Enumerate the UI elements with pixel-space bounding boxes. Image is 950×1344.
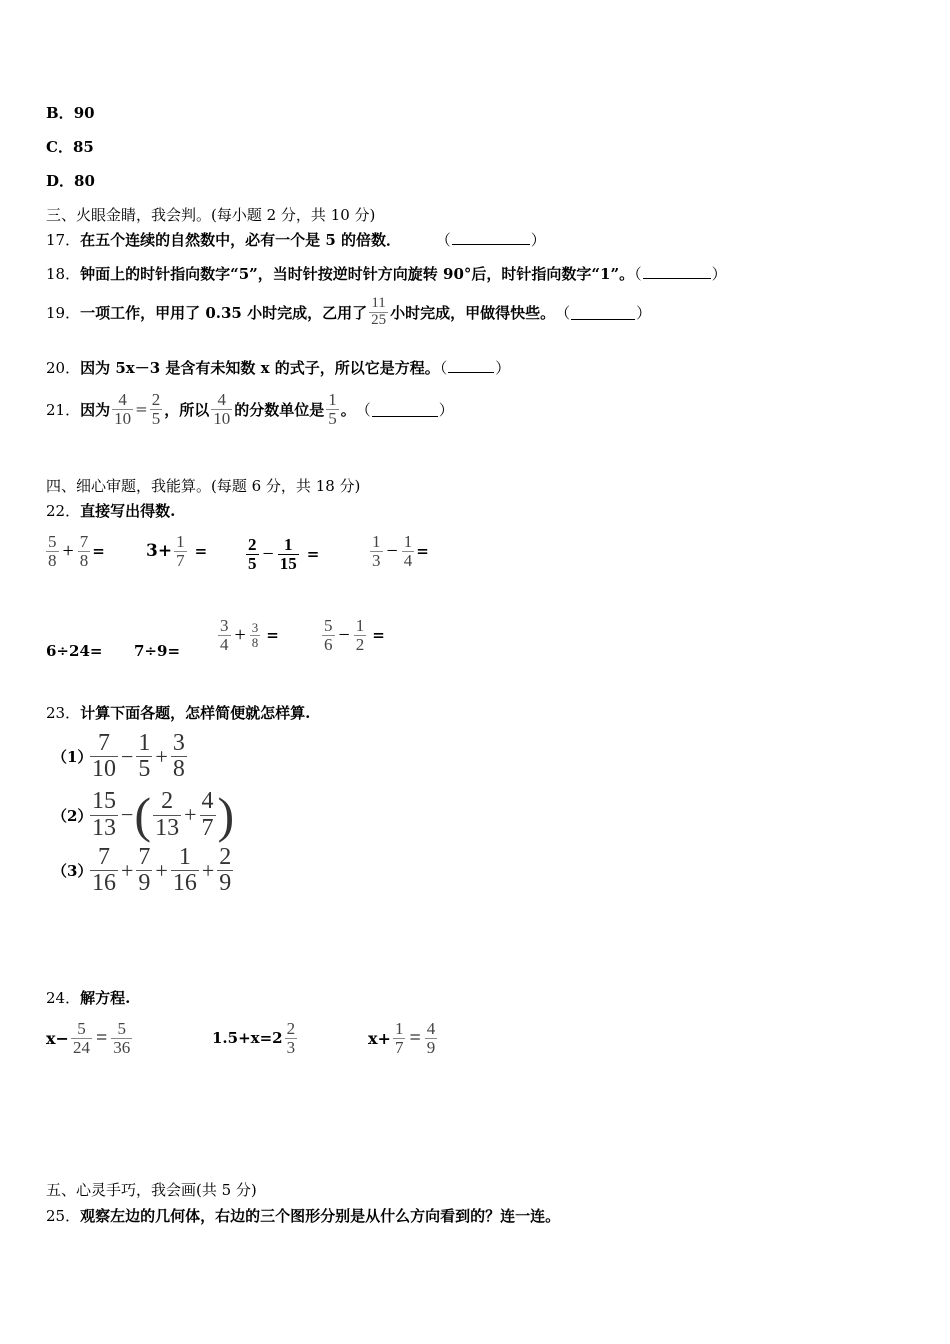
question-19 <box>46 296 651 329</box>
denominator: 2 <box>355 634 365 654</box>
fraction <box>90 845 118 896</box>
answer-blank[interactable] <box>643 264 711 279</box>
fraction <box>71 1020 92 1057</box>
plus-sign: + <box>62 539 74 562</box>
fraction <box>278 536 299 573</box>
section4-heading: 四、细心审题，我能算。(每题 6 分，共 18 分) <box>46 477 361 495</box>
plus-sign: + <box>155 743 168 769</box>
numerator: 3 <box>251 620 259 636</box>
denominator: 9 <box>138 870 151 897</box>
option-label: D． <box>46 172 75 190</box>
question-number: 23． <box>46 704 81 722</box>
question-text: 的分数单位是 <box>234 400 325 419</box>
left-paren: ( <box>134 787 152 843</box>
fraction <box>111 1020 132 1057</box>
plus-sign: + <box>184 802 197 827</box>
equation-lead: x+ <box>368 1028 391 1048</box>
denominator: 25 <box>371 311 387 328</box>
q22-expr-3 <box>244 536 319 573</box>
fraction <box>78 533 91 570</box>
option-value: 90 <box>73 104 95 122</box>
question-22 <box>46 500 175 521</box>
question-text: ，所以 <box>164 400 210 419</box>
fraction <box>90 731 118 782</box>
numerator: 5 <box>324 616 333 635</box>
q23-problem-3 <box>52 845 235 896</box>
numerator: 5 <box>77 1019 86 1038</box>
denominator: 24 <box>72 1037 90 1057</box>
denominator: 8 <box>251 634 259 650</box>
fraction <box>90 789 118 840</box>
minus-sign: − <box>121 802 134 827</box>
equals-sign: = <box>306 545 320 564</box>
fraction <box>402 533 415 570</box>
q22-expr-7 <box>216 617 279 654</box>
numerator: 5 <box>48 532 57 551</box>
paren-open: （ <box>439 359 448 377</box>
q23-problem-1 <box>52 731 189 782</box>
question-text: 解方程. <box>80 989 131 1007</box>
equals-sign: = <box>416 542 429 561</box>
numerator: 2 <box>161 788 174 815</box>
denominator: 13 <box>155 814 180 841</box>
denominator: 3 <box>372 550 381 570</box>
fraction <box>322 617 335 654</box>
numerator: 7 <box>138 844 151 870</box>
minus-sign: − <box>262 542 274 565</box>
numerator: 4 <box>426 1019 436 1038</box>
section5-heading: 五、心灵手巧，我会画(共 5 分) <box>46 1181 257 1199</box>
question-text: 直接写出得数. <box>80 502 176 520</box>
equation-lead: x− <box>46 1028 69 1048</box>
denominator: 4 <box>403 550 413 570</box>
equals-sign: = <box>372 626 385 645</box>
question-24 <box>46 987 130 1008</box>
option-value: 85 <box>72 138 94 156</box>
option-label: B． <box>46 104 74 122</box>
question-text: 小时完成，甲做得快些。 <box>390 303 556 322</box>
denominator: 8 <box>172 756 185 783</box>
equals-sign: = <box>92 542 105 561</box>
equals-sign: = <box>95 1026 108 1049</box>
denominator: 9 <box>219 870 232 897</box>
numerator: 7 <box>98 844 110 870</box>
paren-close: ） <box>711 265 727 283</box>
minus-sign: − <box>121 743 134 769</box>
option-value: 80 <box>74 172 95 190</box>
problem-label: （2） <box>52 806 93 825</box>
minus-sign: − <box>386 539 398 562</box>
q22-expr-4 <box>368 533 429 570</box>
question-number: 19． <box>46 303 81 322</box>
q22-expr-2 <box>146 533 207 570</box>
numerator: 3 <box>220 616 229 635</box>
numerator: 2 <box>219 844 232 870</box>
numerator: 1 <box>355 616 365 635</box>
plus-sign: + <box>121 857 134 883</box>
right-paren: ) <box>217 787 235 843</box>
question-23 <box>46 702 310 723</box>
question-20 <box>46 357 510 378</box>
question-number: 18． <box>46 265 81 283</box>
denominator: 4 <box>220 634 229 654</box>
fraction <box>174 533 187 570</box>
fraction <box>393 1020 406 1057</box>
question-number: 21． <box>46 400 81 419</box>
q22-expr-5: 6÷24= <box>46 642 103 660</box>
question-number: 17． <box>46 231 81 249</box>
numerator: 2 <box>286 1019 296 1038</box>
q23-problem-2 <box>52 786 234 844</box>
fraction <box>112 391 133 428</box>
numerator: 3 <box>172 730 185 756</box>
numerator: 1 <box>394 1019 404 1038</box>
numerator: 1 <box>372 532 381 551</box>
denominator: 13 <box>92 814 116 841</box>
denominator: 9 <box>426 1037 436 1057</box>
numerator: 1 <box>138 730 151 756</box>
equals-sign: = <box>409 1026 421 1049</box>
numerator: 1 <box>328 390 337 409</box>
q24-equation-3 <box>368 1020 439 1057</box>
numerator: 2 <box>248 535 257 554</box>
denominator: 5 <box>138 756 151 783</box>
question-number: 20． <box>46 359 81 377</box>
fraction <box>150 391 163 428</box>
plus-sign: + <box>234 623 246 646</box>
option-d <box>46 170 95 191</box>
fraction <box>217 845 233 896</box>
numerator: 7 <box>79 532 89 551</box>
plus-sign: + <box>155 857 168 883</box>
paren-open: （ <box>555 303 571 322</box>
numerator: 7 <box>98 730 110 756</box>
denominator: 36 <box>113 1037 131 1057</box>
paren-close: ） <box>495 359 511 377</box>
fraction <box>136 845 152 896</box>
numerator: 2 <box>151 390 161 409</box>
q24-equation-1 <box>46 1020 134 1057</box>
question-number: 22． <box>46 502 81 520</box>
numerator: 5 <box>117 1019 126 1038</box>
q24-equation-2 <box>212 1020 299 1057</box>
fraction <box>46 533 59 570</box>
denominator: 15 <box>279 553 297 573</box>
fraction <box>200 789 216 840</box>
equals-sign: = <box>135 400 148 419</box>
answer-blank[interactable] <box>448 358 494 373</box>
numerator: 15 <box>92 788 116 815</box>
option-b <box>46 102 95 123</box>
denominator: 10 <box>92 756 116 783</box>
answer-blank[interactable] <box>571 305 635 320</box>
question-17 <box>46 229 546 250</box>
numerator: 11 <box>371 295 386 311</box>
question-text: 因为 5x－3 是含有未知数 x 的式子，所以它是方程。 <box>80 359 440 377</box>
denominator: 10 <box>114 408 132 428</box>
denominator: 7 <box>201 814 214 841</box>
option-label: C． <box>46 138 73 156</box>
fraction <box>171 845 199 896</box>
numerator: 1 <box>403 532 413 551</box>
question-text: 观察左边的几何体，右边的三个图形分别是从什么方向看到的？连一连。 <box>80 1207 561 1225</box>
fraction <box>370 533 383 570</box>
numerator: 4 <box>217 390 226 409</box>
paren-open: （ <box>355 400 371 419</box>
numerator: 1 <box>178 844 191 870</box>
denominator: 10 <box>213 408 231 428</box>
question-18 <box>46 263 727 284</box>
question-21 <box>46 391 454 428</box>
fraction <box>171 731 187 782</box>
denominator: 7 <box>394 1037 404 1057</box>
question-text: 计算下面各题，怎样简便就怎样算. <box>80 704 311 722</box>
numerator: 1 <box>284 535 293 554</box>
q22-expr-1 <box>44 533 105 570</box>
denominator: 6 <box>324 634 333 654</box>
denominator: 8 <box>48 550 57 570</box>
denominator: 5 <box>248 553 257 573</box>
equals-sign: = <box>194 542 208 561</box>
fraction <box>326 391 339 428</box>
paren-close: ） <box>438 400 454 419</box>
denominator: 16 <box>172 870 197 897</box>
numerator: 4 <box>201 788 214 815</box>
denominator: 8 <box>79 550 89 570</box>
fraction <box>246 536 259 573</box>
fraction <box>425 1020 438 1057</box>
answer-blank[interactable] <box>452 230 530 245</box>
paren-open: （ <box>634 265 642 283</box>
fraction <box>354 617 367 654</box>
problem-label: （1） <box>52 748 93 767</box>
denominator: 16 <box>92 870 116 897</box>
question-text: 。 <box>340 400 356 419</box>
problem-label: （3） <box>52 862 93 881</box>
question-text: 一项工作，甲用了 0.35 小时完成，乙用了 <box>80 303 368 322</box>
section3-heading: 三、火眼金睛，我会判。(每小题 2 分，共 10 分) <box>46 206 376 224</box>
fraction <box>153 789 181 840</box>
question-number: 25． <box>46 1207 81 1225</box>
fraction <box>136 731 152 782</box>
question-text: 因为 <box>80 400 111 419</box>
paren-close: ） <box>636 303 652 322</box>
paren-close: ） <box>530 231 546 249</box>
numerator: 4 <box>118 390 127 409</box>
q22-expr-8 <box>320 617 385 654</box>
fraction <box>211 391 232 428</box>
denominator: 3 <box>286 1037 296 1057</box>
option-c <box>46 136 94 157</box>
minus-sign: − <box>338 623 350 646</box>
fraction <box>285 1020 298 1057</box>
answer-blank[interactable] <box>372 402 438 417</box>
denominator: 5 <box>151 408 161 428</box>
question-number: 24． <box>46 989 81 1007</box>
equals-sign: = <box>266 626 279 645</box>
denominator: 5 <box>328 408 337 428</box>
plus-sign: + <box>201 857 215 883</box>
denominator: 7 <box>176 550 185 570</box>
question-text: 钟面上的时针指向数字“5”，当时针按逆时针方向旋转 90°后，时针指向数字“1”。 <box>80 265 635 283</box>
paren-open: （ <box>435 231 451 249</box>
expression-lead: 3+ <box>146 541 173 562</box>
fraction <box>250 621 261 649</box>
q22-expr-6: 7÷9= <box>134 642 181 660</box>
equation-lead: 1.5+x=2 <box>212 1029 283 1048</box>
question-25 <box>46 1205 560 1226</box>
fraction <box>369 296 388 329</box>
numerator: 1 <box>176 532 185 551</box>
fraction <box>218 617 231 654</box>
question-text: 在五个连续的自然数中，必有一个是 5 的倍数． <box>80 231 401 249</box>
